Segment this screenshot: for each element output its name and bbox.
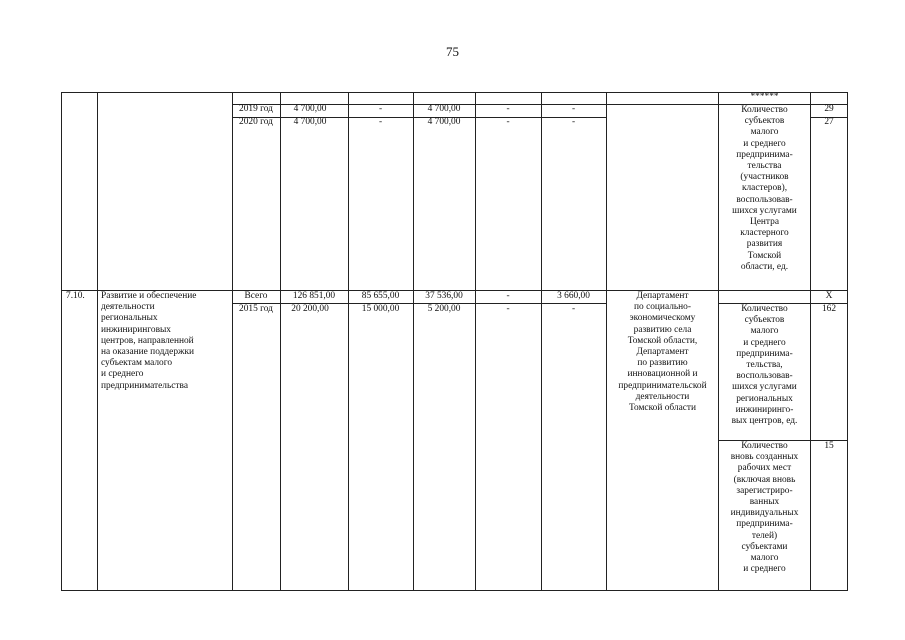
period-2015: 2015 год bbox=[239, 304, 273, 314]
value-2019: 29 bbox=[824, 104, 834, 114]
c3-2020: 4 700,00 bbox=[427, 117, 461, 127]
col-line-3 bbox=[280, 92, 281, 591]
col-line-4 bbox=[348, 92, 349, 591]
period-2019: 2019 год bbox=[239, 104, 273, 114]
page-number: 75 bbox=[446, 44, 459, 59]
indicator-top: Количество субъектов малого и среднего предпринима- тельства (участников кластеров), воспользовав- шихся услугами Центра кластерного развития Томской области, ед. bbox=[732, 105, 797, 272]
total-2019: 4 700,00 bbox=[293, 104, 327, 114]
c5-2020: - bbox=[571, 117, 576, 127]
indicator-b: Количество вновь созданных рабочих мест (включая вновь зарегистриро- ванных индивидуальных предпринима- телей) субъектами малого и среднего bbox=[730, 441, 799, 575]
col-line-1 bbox=[97, 92, 98, 591]
c3-2019: 4 700,00 bbox=[427, 104, 461, 114]
executor: Департамент по социально- экономическому развитию села Томской области, Департамент по развитию инновационной и предпринимательской деятельности Томской области bbox=[618, 291, 707, 414]
c3-2015: 5 200,00 bbox=[427, 304, 461, 314]
total-2015: 20 200,00 bbox=[291, 304, 329, 314]
c4-2019: - bbox=[506, 104, 510, 114]
value-a: 162 bbox=[821, 304, 837, 314]
c2-2019: - bbox=[378, 104, 383, 114]
c4-2020: - bbox=[506, 117, 510, 127]
c2-all: 85 655,00 bbox=[361, 291, 400, 301]
c5-all: 3 660,00 bbox=[557, 291, 590, 301]
c5-2019: - bbox=[571, 104, 576, 114]
value-2020: 27 bbox=[824, 117, 834, 127]
col-line-5 bbox=[413, 92, 414, 591]
c4-all: - bbox=[506, 291, 510, 301]
col-line-7 bbox=[541, 92, 542, 591]
indicator-a: Количество субъектов малого и среднего предпринима- тельства, воспользовав- шихся услугами региональных инжиниринго- вых центров, ед. bbox=[731, 304, 798, 427]
col-line-10 bbox=[810, 92, 811, 591]
total-all: 126 851,00 bbox=[292, 291, 336, 301]
period-total: Всего bbox=[244, 291, 268, 301]
col-line-11 bbox=[847, 92, 848, 591]
period-2020: 2020 год bbox=[239, 117, 273, 127]
c2-2020: - bbox=[378, 117, 383, 127]
c4-2015: - bbox=[506, 304, 510, 314]
row-number: 7.10. bbox=[66, 291, 85, 301]
col-line-2 bbox=[232, 92, 233, 591]
c2-2015: 15 000,00 bbox=[361, 304, 400, 314]
measure-name: Развитие и обеспечение деятельности региональных инжиниринговых центров, направленной на оказание поддержки субъектам малого и среднего предпринимательства bbox=[101, 291, 197, 391]
table-bottom-border bbox=[61, 590, 848, 591]
col-line-0 bbox=[61, 92, 62, 591]
total-2020: 4 700,00 bbox=[293, 117, 327, 127]
value-b: 15 bbox=[824, 441, 834, 451]
c3-all: 37 536,00 bbox=[425, 291, 463, 301]
col-line-6 bbox=[475, 92, 476, 591]
value-total: X bbox=[825, 291, 833, 301]
stars-cell: ****** bbox=[750, 92, 779, 102]
c5-2015: - bbox=[571, 304, 576, 314]
